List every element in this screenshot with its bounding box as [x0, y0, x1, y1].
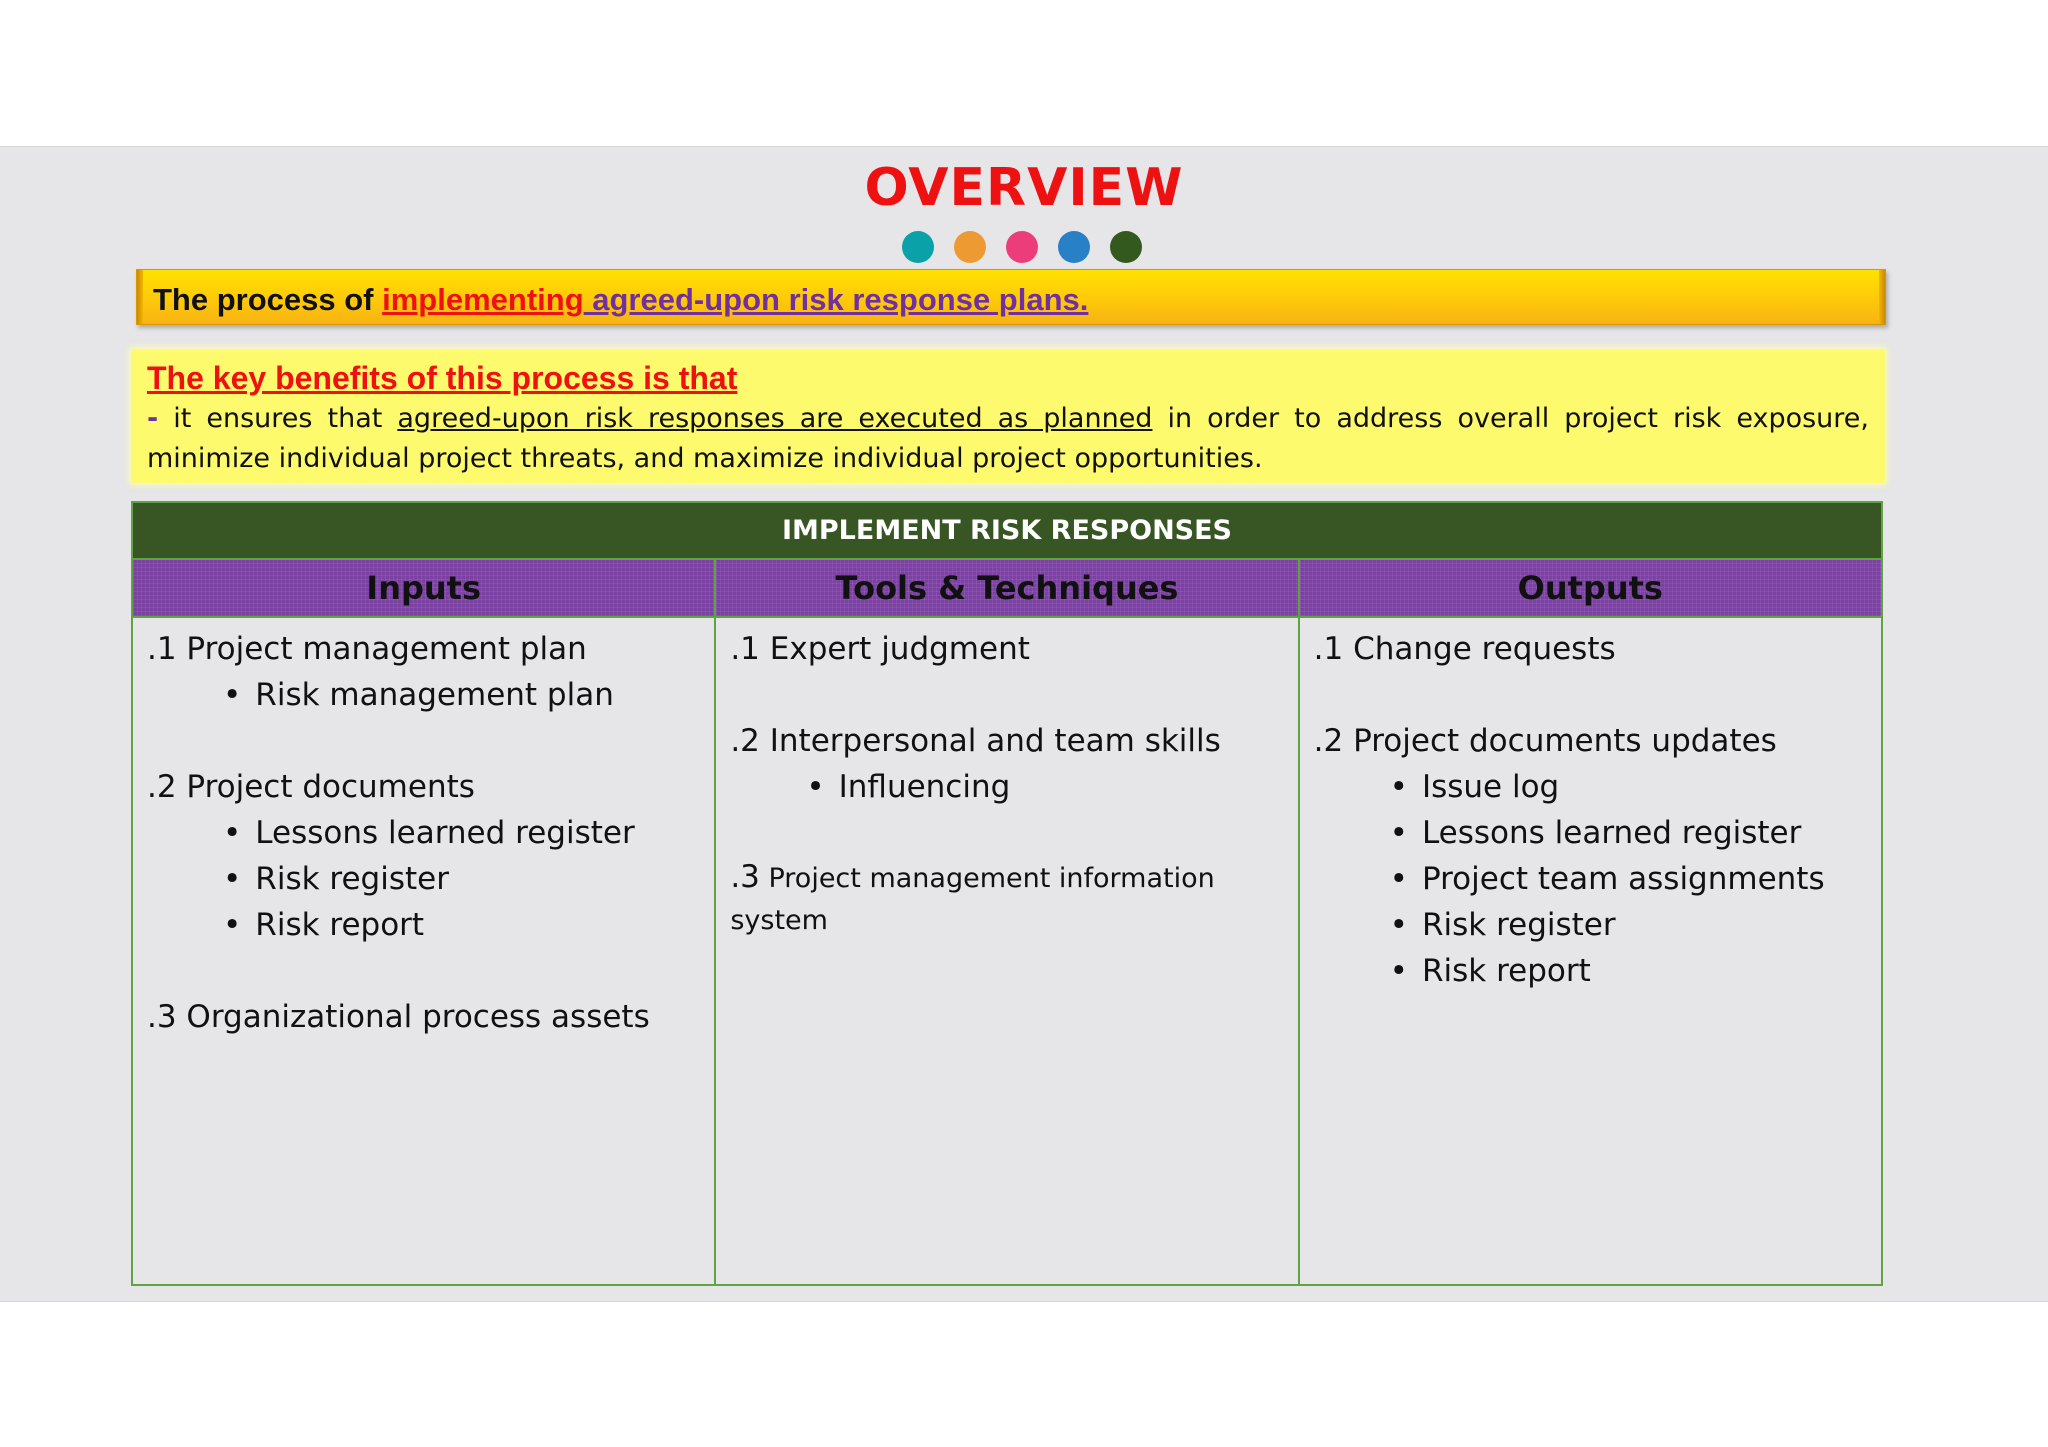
benefits-dash: -	[147, 403, 159, 434]
list-item: .1 Project management plan	[147, 631, 587, 667]
dot-pink	[1006, 231, 1038, 263]
dot-blue	[1058, 231, 1090, 263]
tools-column	[716, 618, 1299, 1284]
process-banner	[136, 269, 1886, 325]
slide-title: OVERVIEW	[864, 158, 1184, 218]
banner-text	[153, 282, 1088, 318]
key-benefits-text	[147, 399, 1869, 479]
banner-prefix: The process of	[153, 282, 374, 317]
list-item	[730, 856, 1283, 942]
spacer	[730, 810, 1283, 856]
item-number: .3	[730, 859, 760, 895]
list-item: .2 Project documents	[147, 769, 475, 805]
table-column-headers	[133, 560, 1881, 618]
list-item: .3 Organizational process assets	[147, 999, 650, 1035]
list-bullet: • Project team assignments	[1314, 856, 1867, 902]
list-item: .2 Interpersonal and team skills	[730, 723, 1221, 759]
banner-highlight-red: implementing	[382, 282, 584, 317]
spacer	[147, 948, 700, 994]
decorative-dots	[902, 231, 1142, 263]
inputs-column	[133, 618, 716, 1284]
list-bullet: • Risk report	[1314, 948, 1867, 994]
column-header-inputs: Inputs	[133, 560, 716, 616]
spacer	[730, 672, 1283, 718]
table-title: IMPLEMENT RISK RESPONSES	[133, 503, 1881, 560]
list-bullet: • Influencing	[730, 764, 1283, 810]
list-bullet: • Risk report	[147, 902, 700, 948]
benefits-text-after: in order to address overall project risk exposure, minimize individual project threats, and maximize individual project opportunities.	[147, 403, 1869, 474]
list-item: .1 Expert judgment	[730, 631, 1030, 667]
list-bullet: • Risk register	[1314, 902, 1867, 948]
list-bullet: • Issue log	[1314, 764, 1867, 810]
list-bullet: • Risk management plan	[147, 672, 700, 718]
dot-teal	[902, 231, 934, 263]
item-text: Project management information system	[730, 863, 1215, 936]
table-body	[133, 618, 1881, 1284]
column-header-outputs: Outputs	[1300, 560, 1881, 616]
key-benefits-heading: The key benefits of this process is that	[147, 360, 738, 396]
dot-green	[1110, 231, 1142, 263]
benefits-text-before: it ensures that	[158, 403, 398, 434]
banner-highlight-purple: agreed-upon risk response plans.	[583, 282, 1089, 317]
benefits-underlined: agreed-upon risk responses are executed as planned	[397, 403, 1153, 434]
key-benefits-box	[131, 349, 1885, 483]
slide	[0, 146, 2048, 1302]
list-bullet: • Lessons learned register	[1314, 810, 1867, 856]
list-item: .1 Change requests	[1313, 631, 1616, 667]
list-item: .2 Project documents updates	[1313, 723, 1777, 759]
ittos-table	[131, 501, 1883, 1286]
list-bullet: • Lessons learned register	[147, 810, 700, 856]
list-bullet: • Risk register	[147, 856, 700, 902]
outputs-column	[1300, 618, 1881, 1284]
spacer	[147, 718, 700, 764]
banner-bevel-right	[1879, 270, 1885, 324]
column-header-tools: Tools & Techniques	[716, 560, 1299, 616]
dot-orange	[954, 231, 986, 263]
spacer	[1314, 672, 1867, 718]
banner-bevel-left	[137, 270, 143, 324]
